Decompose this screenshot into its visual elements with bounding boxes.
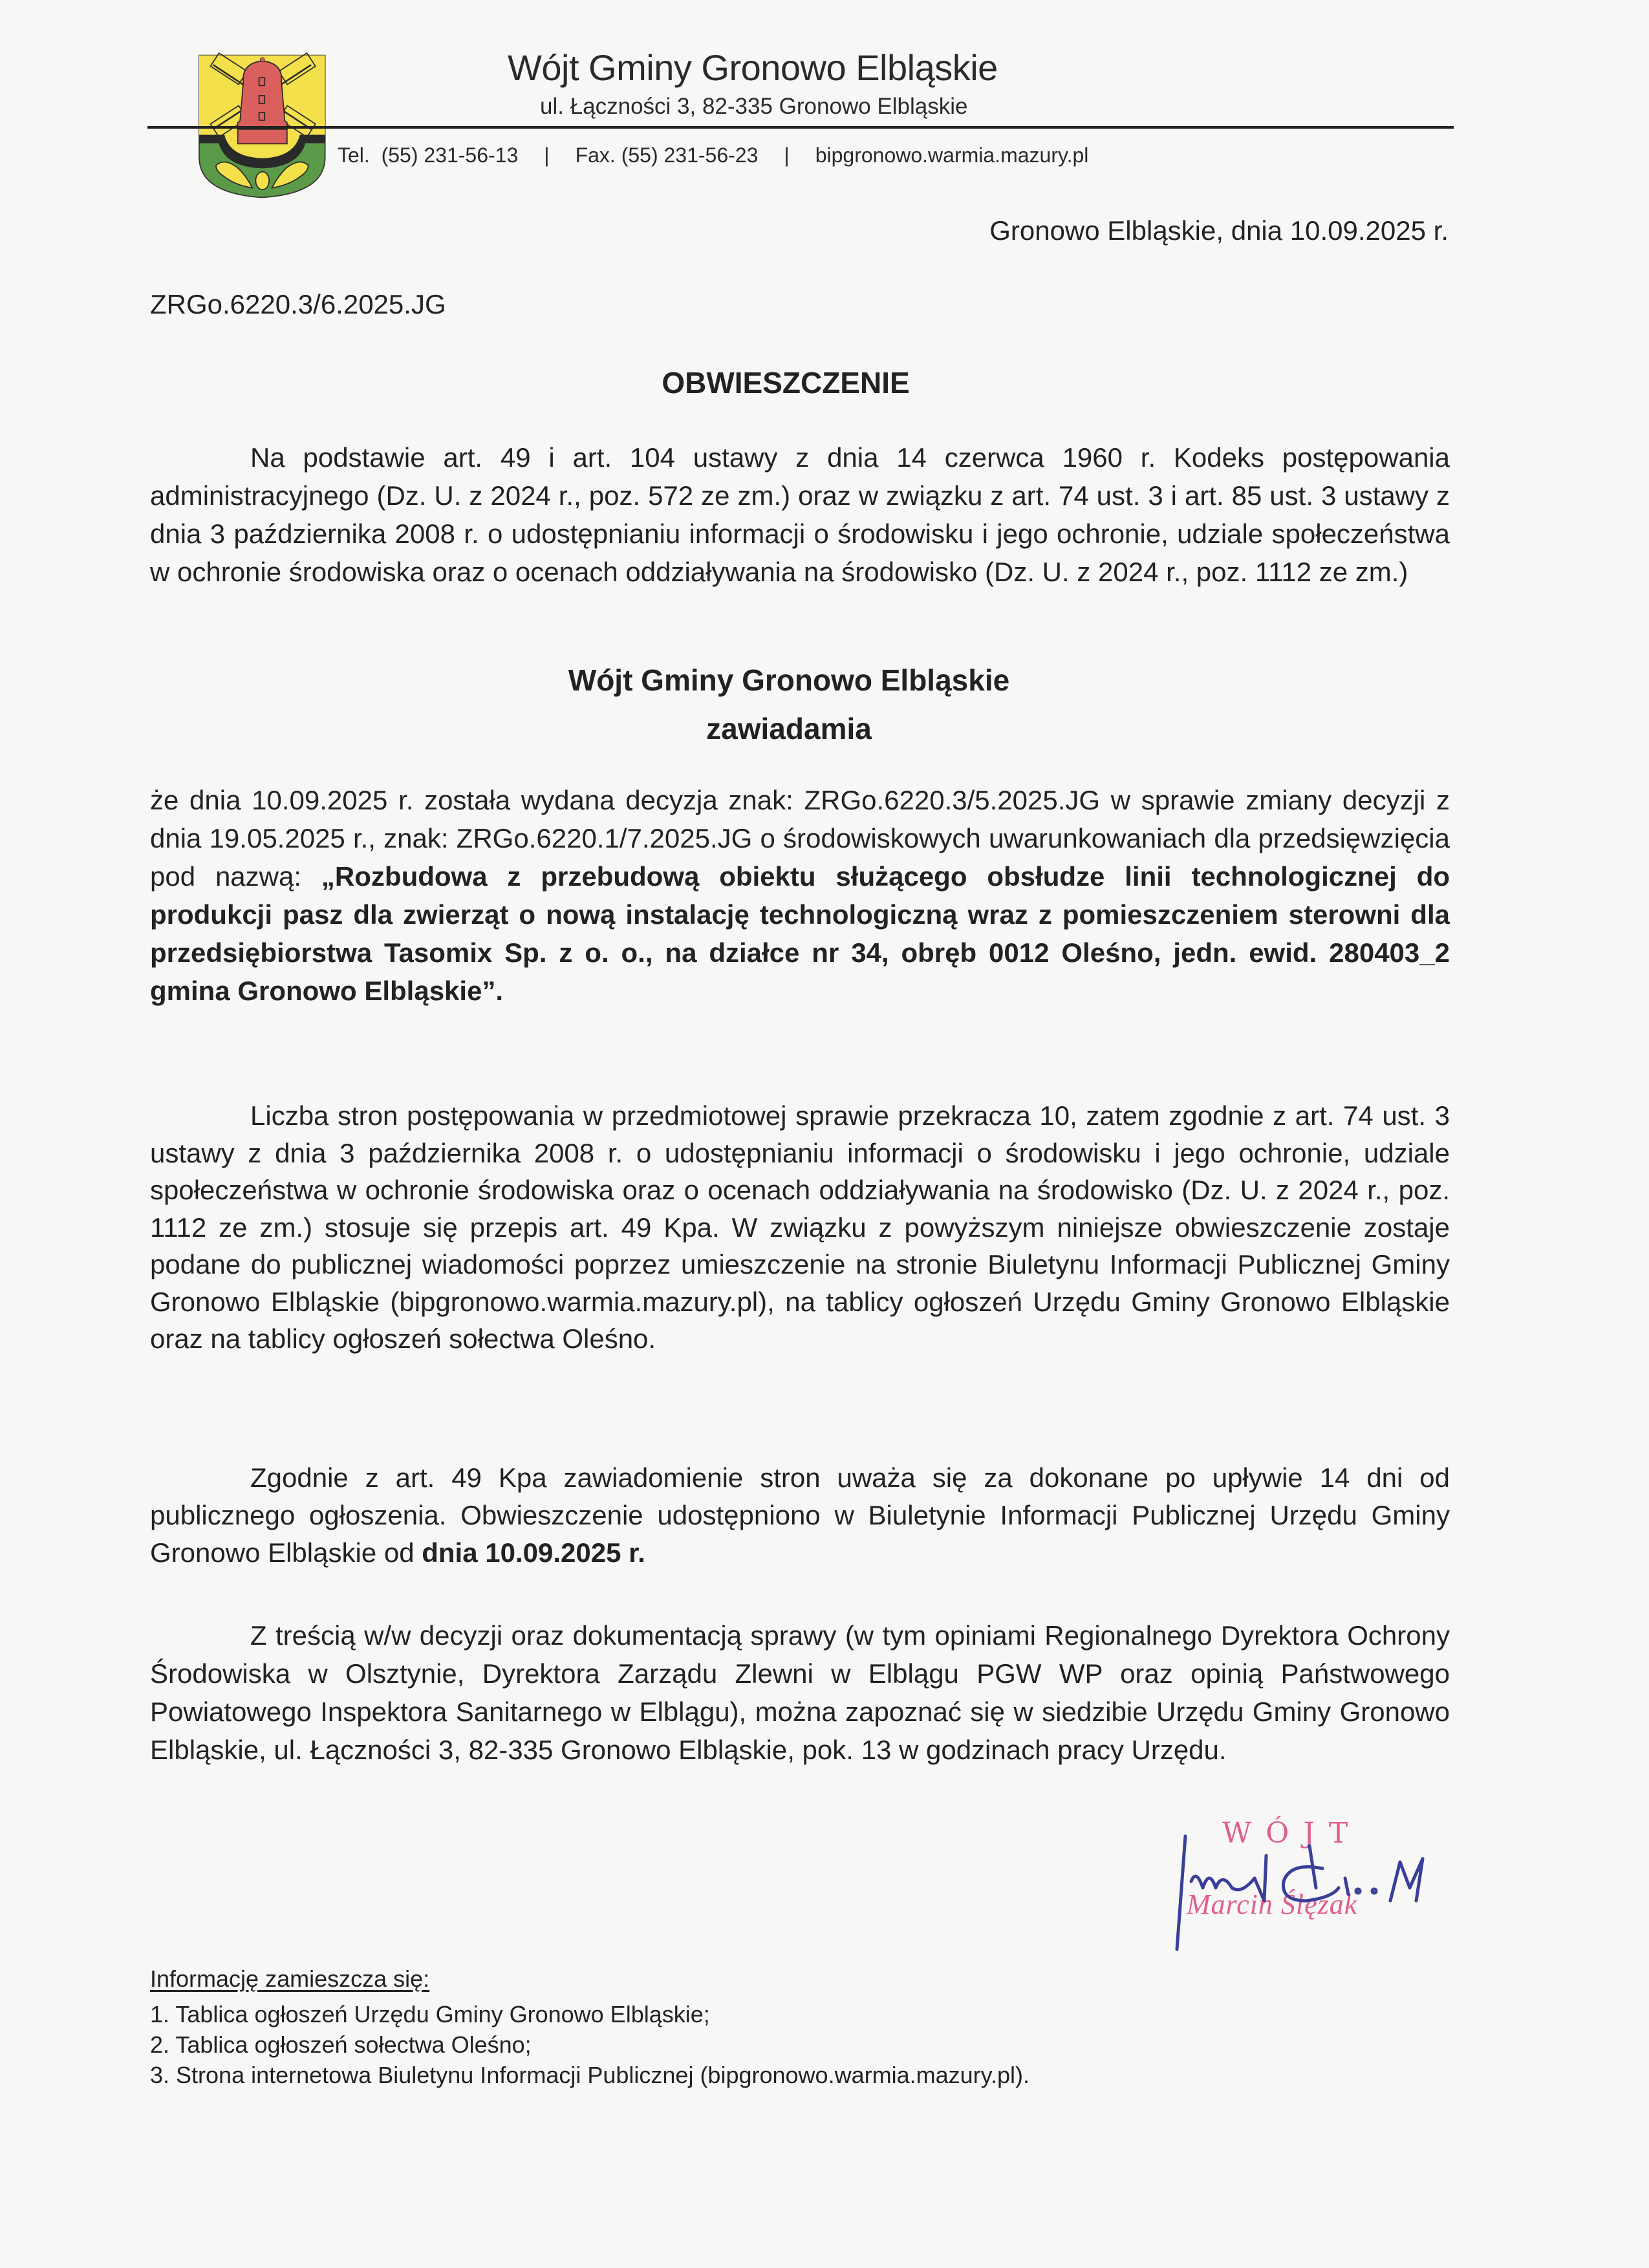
list-item: 1. Tablica ogłoszeń Urzędu Gminy Gronowo Elbląskie; bbox=[150, 2001, 710, 2027]
authority-heading: Wójt Gminy Gronowo Elbląskie bbox=[568, 663, 1010, 697]
list-item: 3. Strona internetowa Biuletynu Informacji Publicznej (bipgronowo.warmia.mazury.pl). bbox=[150, 2062, 1029, 2088]
effect-text: Zgodnie z art. 49 Kpa zawiadomienie stron uważa się za dokonane po upływie 14 dni od publicznego ogłoszenia. Obwieszczenie udostępniono w Biuletynie Informacji Publicznej Urzędu Gminy Gronowo Elbląskie od bbox=[150, 1462, 1450, 1568]
separator: | bbox=[544, 144, 550, 167]
signature-stamp bbox=[1151, 1797, 1449, 1952]
notice-paragraph bbox=[150, 781, 1450, 1010]
separator: | bbox=[784, 144, 790, 167]
stamp-title: WÓJT bbox=[1222, 1817, 1363, 1850]
fax-number: Fax. (55) 231-56-23 bbox=[575, 144, 759, 167]
legal-basis-paragraph: Na podstawie art. 49 i art. 104 ustawy z dnia 14 czerwca 1960 r. Kodeks postępowania administracyjnego (Dz. U. z 2024 r., poz. 572 ze zm.) oraz w związku z art. 74 ust. 3 i art. 85 ust. 3 ustawy z dnia 3 października 2008 r. o udostępnianiu informacji o środowisku i jego ochronie, udziale społeczeństwa w ochronie środowiska oraz o ocenach oddziaływania na środowisko (Dz. U. z 2024 r., poz. 1112 ze zm.) bbox=[150, 442, 1450, 587]
effect-paragraph bbox=[150, 1459, 1450, 1572]
access-paragraph: Z treścią w/w decyzji oraz dokumentacją sprawy (w tym opiniami Regionalnego Dyrektora Ochrony Środowiska w Olsztynie, Dyrektora Zarządu Zlewni w Elblągu PGW WP oraz opinią Państwowego Powiatowego Inspektora Sanitarnego w Elblągu), można zapoznać się w siedzibie Urzędu Gminy Gronowo Elbląskie, ul. Łączności 3, 82-335 Gronowo Elbląskie, pok. 13 w godzinach pracy Urzędu. bbox=[150, 1620, 1450, 1765]
letterhead-contacts bbox=[338, 144, 1088, 167]
distribution-list bbox=[150, 1999, 1029, 2090]
handwritten-signature-icon bbox=[1151, 1797, 1449, 1952]
list-item: 2. Tablica ogłoszeń sołectwa Oleśno; bbox=[150, 2031, 532, 2058]
parties-paragraph: Liczba stron postępowania w przedmiotowej sprawie przekracza 10, zatem zgodnie z art. 74 ust. 3 ustawy z dnia 3 października 2008 r. o udostępnianiu informacji o środowisku i jego ochronie, udziale społeczeństwa w ochronie środowiska oraz o ocenach oddziaływania na środowisko (Dz. U. z 2024 r., poz. 1112 ze zm.) stosuje się przepis art. 49 Kpa. W związku z powyższym niniejsze obwieszczenie zostaje podane do publicznej wiadomości poprzez umieszczenie na stronie Biuletynu Informacji Publicznej Gminy Gronowo Elbląskie (bipgronowo.warmia.mazury.pl), na tablicy ogłoszeń Urzędu Gminy Gronowo Elbląskie oraz na tablicy ogłoszeń sołectwa Oleśno. bbox=[150, 1100, 1450, 1354]
action-heading: zawiadamia bbox=[706, 712, 872, 745]
phone-number: Tel. (55) 231-56-13 bbox=[338, 144, 519, 167]
letterhead-address: ul. Łączności 3, 82-335 Gronowo Elbląskie bbox=[540, 94, 968, 119]
place-date: Gronowo Elbląskie, dnia 10.09.2025 r. bbox=[989, 215, 1449, 246]
effect-date: dnia 10.09.2025 r. bbox=[422, 1537, 645, 1568]
distribution-title: Informację zamieszcza się: bbox=[150, 1965, 430, 1992]
letterhead-divider bbox=[147, 126, 1454, 129]
stamp-name: Marcin Ślęzak bbox=[1187, 1888, 1358, 1920]
notice-intro: że dnia 10.09.2025 r. została wydana decyzja znak: ZRGo.6220.3/5.2025.JG w sprawie zmiany decyzji z dnia 19.05.2025 r., znak: ZRGo.6220.1/7.2025.JG o środowiskowych uwarunkowaniach dla przedsięwzięcia pod nazwą: bbox=[150, 785, 1450, 892]
project-name: „Rozbudowa z przebudową obiektu służącego obsłudze linii technologicznej do produkcji pasz dla zwierząt o nową instalację technologiczną wraz z pomieszczeniem sterowni dla przedsiębiorstwa Tasomix Sp. z o. o., na działce nr 34, obręb 0012 Oleśno, jedn. ewid. 280403_2 gmina Gronowo Elbląskie”. bbox=[150, 861, 1450, 1006]
letterhead-title: Wójt Gminy Gronowo Elbląskie bbox=[508, 47, 998, 88]
website-link[interactable]: bipgronowo.warmia.mazury.pl bbox=[815, 144, 1089, 167]
reference-number: ZRGo.6220.3/6.2025.JG bbox=[150, 289, 446, 319]
document-heading: OBWIESZCZENIE bbox=[662, 366, 910, 400]
